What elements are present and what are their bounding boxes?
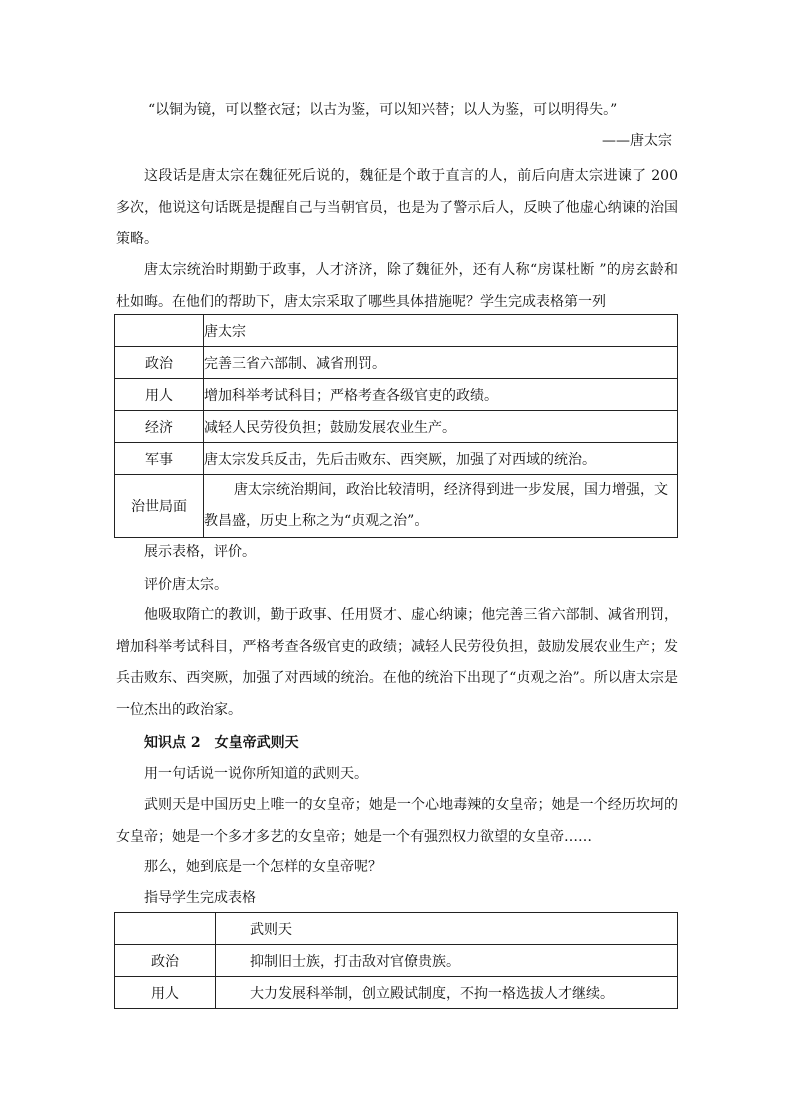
table-header-row: [115, 913, 678, 945]
paragraph-evaluate: 评价唐太宗。: [144, 577, 228, 593]
row-content: 唐太宗统治期间，政治比较清明，经济得到进一步发展，国力增强，文教昌盛，历史上称之为“贞观之治”。: [204, 475, 678, 538]
paragraph-measures-intro: 唐太宗统治时期勤于政事，人才济济，除了魏征外，还有人称“房谋杜断 ”的房玄龄和杜如晦。在他们的帮助下，唐太宗采取了哪些具体措施呢？学生完成表格第一列: [116, 262, 678, 310]
quote-text: “以铜为镜，可以整衣冠；以古为鉴，可以知兴替；以人为鉴，可以明得失。”: [148, 102, 618, 118]
row-label: 用人: [115, 977, 216, 1009]
table-row: [115, 945, 678, 977]
table-row: [115, 443, 678, 475]
paragraph-guide: 指导学生完成表格: [144, 890, 256, 906]
table-wu-zetian: [114, 912, 678, 1009]
table-row: [115, 411, 678, 443]
table-row: [115, 475, 678, 538]
row-content: 唐太宗发兵反击，先后击败东、西突厥，加强了对西域的统治。: [204, 443, 678, 475]
table-row: [115, 379, 678, 411]
row-label: 用人: [115, 379, 204, 411]
row-label: 治世局面: [115, 475, 204, 538]
row-label: 经济: [115, 411, 204, 443]
table-header-row: [115, 315, 678, 347]
paragraph-what-kind: 那么，她到底是一个怎样的女皇帝呢？: [144, 859, 382, 875]
table-corner-cell: [115, 315, 204, 347]
paragraph-weizheng: 这段话是唐太宗在魏征死后说的，魏征是个敢于直言的人，前后向唐太宗进谏了 200 多次，他说这句话既是提醒自己与当朝官员，也是为了警示后人，反映了他虚心纳谏的治国策略。: [116, 168, 678, 247]
section-heading-wuzetian: 知识点 2 女皇帝武则天: [144, 735, 299, 751]
row-label: 政治: [115, 347, 204, 379]
paragraph-show-table: 展示表格，评价。: [144, 544, 256, 560]
row-label: 军事: [115, 443, 204, 475]
row-label: 政治: [115, 945, 216, 977]
row-content: 抑制旧士族，打击敌对官僚贵族。: [216, 945, 678, 977]
paragraph-question: 用一句话说一说你所知道的武则天。: [144, 766, 368, 782]
row-content: 减轻人民劳役负担；鼓励发展农业生产。: [204, 411, 678, 443]
table-corner-cell: [115, 913, 216, 945]
table-header-cell: 唐太宗: [204, 315, 678, 347]
table-row: [115, 977, 678, 1009]
paragraph-wuzetian-desc: 武则天是中国历史上唯一的女皇帝；她是一个心地毒辣的女皇帝；她是一个经历坎坷的女皇帝；她是一个多才多艺的女皇帝；她是一个有强烈权力欲望的女皇帝……: [116, 797, 678, 845]
table-tang-taizong: [114, 314, 678, 538]
row-content: 增加科举考试科目；严格考查各级官吏的政绩。: [204, 379, 678, 411]
row-content: 大力发展科举制，创立殿试制度，不拘一格选拔人才继续。: [216, 977, 678, 1009]
table-row: [115, 347, 678, 379]
row-content: 完善三省六部制、减省刑罚。: [204, 347, 678, 379]
quote-author: ——唐太宗: [602, 133, 672, 149]
paragraph-evaluation-text: 他吸取隋亡的教训，勤于政事、任用贤才、虚心纳谏；他完善三省六部制、减省刑罚，增加科举考试科目，严格考查各级官吏的政绩；减轻人民劳役负担，鼓励发展农业生产；发兵击败东、西突厥，加强了对西域的统治。在他的统治下出现了“贞观之治”。所以唐太宗是一位杰出的政治家。: [116, 607, 678, 718]
table-header-cell: 武则天: [216, 913, 678, 945]
